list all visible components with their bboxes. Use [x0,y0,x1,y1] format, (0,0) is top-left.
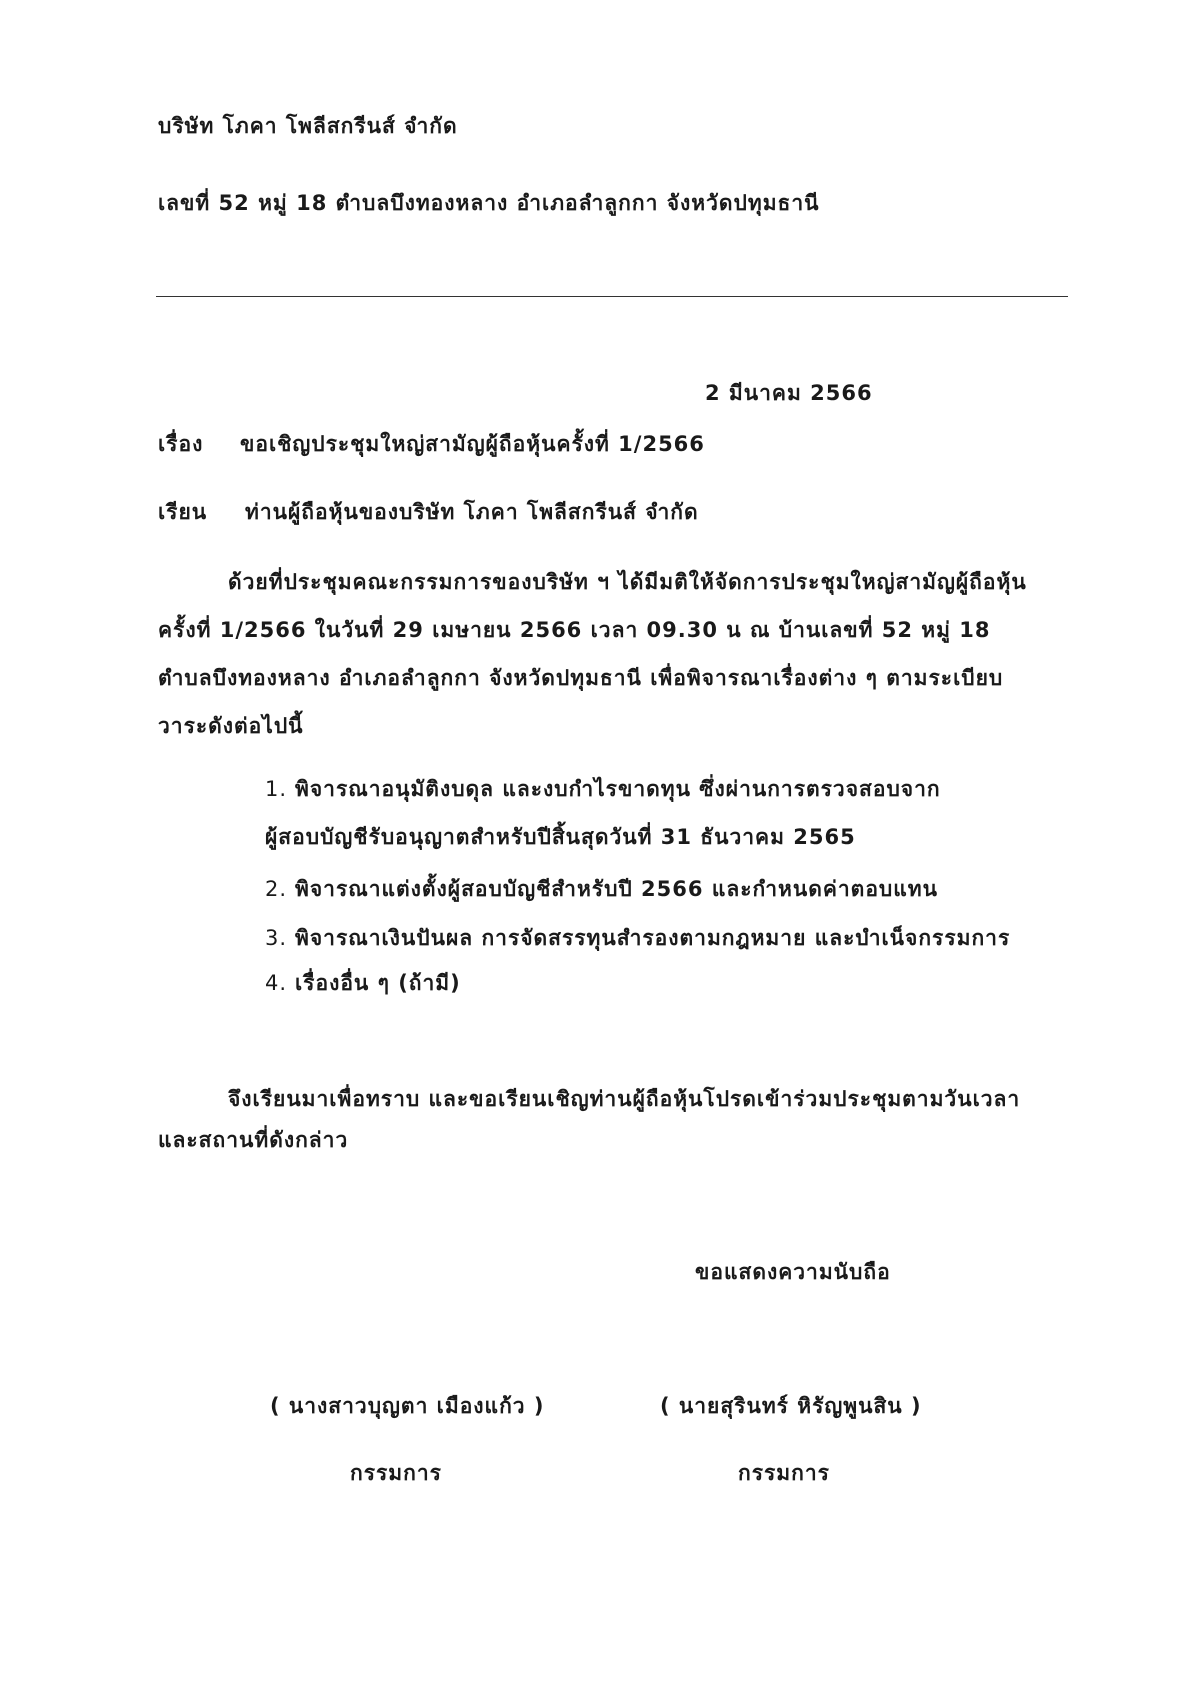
body-line-3: ตำบลบึงทองหลาง อำเภอลำลูกกา จังหวัดปทุมธานี เพื่อพิจารณาเรื่องต่าง ๆ ตามระเบียบ [158,666,1004,690]
agenda-item-3 [265,922,1010,955]
body-line-4: วาระดังต่อไปนี้ [158,714,304,738]
agenda-text: พิจารณาอนุมัติงบดุล และงบกำไรขาดทุน ซึ่งผ่านการตรวจสอบจาก [295,777,941,801]
agenda-item-2 [265,873,938,906]
recipient-label: เรียน [158,500,208,524]
agenda-number: 3. [265,926,288,950]
letter-date: 2 มีนาคม 2566 [705,381,873,405]
agenda-number: 2. [265,877,288,901]
recipient-text: ท่านผู้ถือหุ้นของบริษัท โภคา โพลีสกรีนส์ จำกัด [245,500,699,524]
company-address: เลขที่ 52 หมู่ 18 ตำบลบึงทองหลาง อำเภอลำลูกกา จังหวัดปทุมธานี [158,191,820,215]
agenda-number: 1. [265,777,288,801]
agenda-item-1 [265,773,941,806]
subject-text: ขอเชิญประชุมใหญ่สามัญผู้ถือหุ้นครั้งที่ 1/2566 [240,432,705,456]
signatory-name-2: ( นายสุรินทร์ หิรัญพูนสิน ) [660,1394,922,1418]
agenda-item-4 [265,967,461,1000]
agenda-number: 4. [265,971,288,995]
subject-label: เรื่อง [158,432,204,456]
header-divider [156,296,1068,297]
body-line-1: ด้วยที่ประชุมคณะกรรมการของบริษัท ฯ ได้มีมติให้จัดการประชุมใหญ่สามัญผู้ถือหุ้น [228,570,1027,594]
body-line-2: ครั้งที่ 1/2566 ในวันที่ 29 เมษายน 2566 เวลา 09.30 น ณ บ้านเลขที่ 52 หมู่ 18 [158,618,991,642]
closing-regards: ขอแสดงความนับถือ [695,1260,891,1284]
agenda-item-1-continued: ผู้สอบบัญชีรับอนุญาตสำหรับปีสิ้นสุดวันที่ 31 ธันวาคม 2565 [265,825,856,849]
agenda-text: พิจารณาแต่งตั้งผู้สอบบัญชีสำหรับปี 2566 และกำหนดค่าตอบแทน [295,877,938,901]
signatory-title-1: กรรมการ [350,1461,442,1485]
body-paragraph [158,558,1058,750]
signatory-title-2: กรรมการ [738,1461,830,1485]
agenda-text: เรื่องอื่น ๆ (ถ้ามี) [295,971,461,995]
agenda-text: พิจารณาเงินปันผล การจัดสรรทุนสำรองตามกฎหมาย และบำเน็จกรรมการ [295,926,1011,950]
closing-line-2: และสถานที่ดังกล่าว [158,1128,349,1152]
company-name: บริษัท โภคา โพลีสกรีนส์ จำกัด [158,114,458,138]
signatory-name-1: ( นางสาวบุญตา เมืองแก้ว ) [270,1394,545,1418]
closing-line-1: จึงเรียนมาเพื่อทราบ และขอเรียนเชิญท่านผู้ถือหุ้นโปรดเข้าร่วมประชุมตามวันเวลา [228,1087,1021,1111]
